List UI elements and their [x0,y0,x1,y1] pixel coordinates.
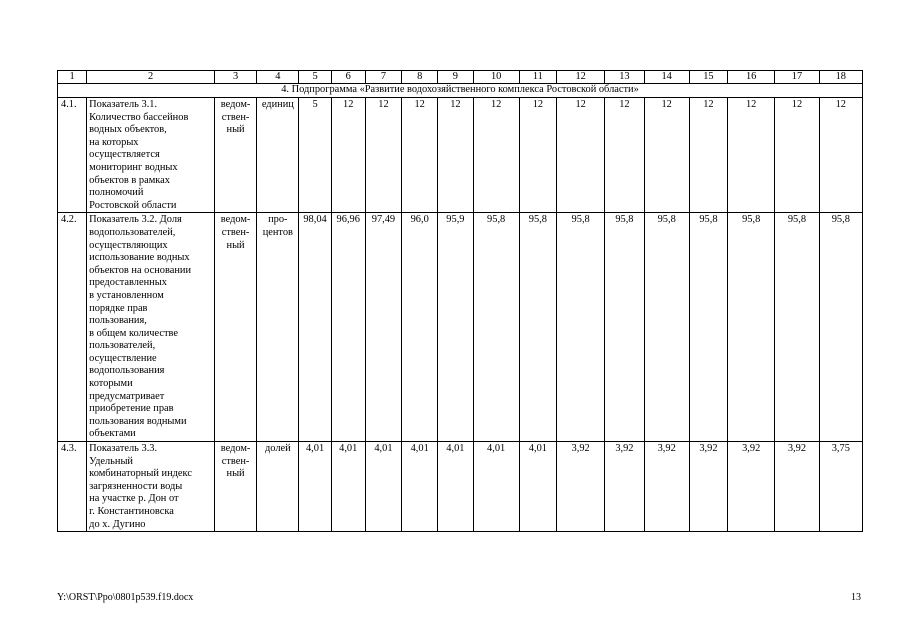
value-cell: 4,01 [402,442,438,532]
value-cell: 3,92 [557,442,605,532]
row-number: 4.1. [58,98,87,213]
value-cell: 3,92 [605,442,644,532]
value-cell: 12 [728,98,775,213]
value-cell: 12 [557,98,605,213]
value-cell: 96,96 [331,213,365,442]
indicator-name: Показатель 3.1. Количество бассейнов водных объектов, на которых осуществляется мониторинг водных объектов в рамках полномочий Ростовской области [87,98,215,213]
subprogram-row [58,84,863,98]
value-cell: 3,92 [775,442,819,532]
header-cell: 3 [214,71,256,84]
value-cell: 95,8 [644,213,689,442]
indicator-name: Показатель 3.3. Удельный комбинаторный индекс загрязненности воды на участке р. Дон от г. Константиновска до х. Дугино [87,442,215,532]
value-cell: 12 [689,98,727,213]
table-row [58,213,863,442]
indicator-name: Показатель 3.2. Доля водопользователей, осуществляющих использование водных объектов на основании предоставленных в установленном порядке прав пользования, в общем количестве пользователей, осуществление водопользования которыми предусматривает приобретение прав пользования водными объектами [87,213,215,442]
header-cell: 9 [438,71,473,84]
header-cell: 18 [819,71,862,84]
subprogram-title: 4. Подпрограмма «Развитие водохозяйственного комплекса Ростовской области» [58,84,863,98]
value-cell: 5 [299,98,331,213]
header-cell: 1 [58,71,87,84]
header-cell: 10 [473,71,519,84]
header-cell: 15 [689,71,727,84]
value-cell: 12 [402,98,438,213]
value-cell: 3,92 [728,442,775,532]
value-cell: 4,01 [331,442,365,532]
value-cell: 12 [605,98,644,213]
table-row [58,98,863,213]
page-number: 13 [851,592,861,603]
header-cell: 8 [402,71,438,84]
value-cell: 95,8 [519,213,556,442]
value-cell: 12 [775,98,819,213]
header-cell: 17 [775,71,819,84]
value-cell: 95,8 [605,213,644,442]
value-cell: 95,8 [473,213,519,442]
header-cell: 4 [257,71,299,84]
value-cell: 12 [438,98,473,213]
value-cell: 96,0 [402,213,438,442]
header-cell: 5 [299,71,331,84]
header-cell: 13 [605,71,644,84]
indicator-type: ведом- ствен- ный [214,442,256,532]
value-cell: 12 [819,98,862,213]
value-cell: 4,01 [365,442,401,532]
value-cell: 95,8 [557,213,605,442]
value-cell: 12 [644,98,689,213]
indicator-unit: про- центов [257,213,299,442]
value-cell: 4,01 [473,442,519,532]
header-cell: 7 [365,71,401,84]
indicator-unit: долей [257,442,299,532]
value-cell: 97,49 [365,213,401,442]
header-cell: 2 [87,71,215,84]
value-cell: 4,01 [299,442,331,532]
indicator-unit: единиц [257,98,299,213]
file-path: Y:\ORST\Ppo\0801p539.f19.docx [57,592,194,603]
table-row [58,442,863,532]
value-cell: 95,8 [728,213,775,442]
value-cell: 12 [331,98,365,213]
value-cell: 95,8 [775,213,819,442]
indicator-type: ведом- ствен- ный [214,213,256,442]
value-cell: 95,8 [689,213,727,442]
indicators-table [57,70,863,532]
value-cell: 4,01 [438,442,473,532]
value-cell: 12 [519,98,556,213]
header-cell: 6 [331,71,365,84]
header-cell: 11 [519,71,556,84]
value-cell: 3,92 [644,442,689,532]
table-header-row [58,71,863,84]
value-cell: 98,04 [299,213,331,442]
header-cell: 12 [557,71,605,84]
value-cell: 12 [365,98,401,213]
row-number: 4.3. [58,442,87,532]
header-cell: 16 [728,71,775,84]
value-cell: 95,9 [438,213,473,442]
row-number: 4.2. [58,213,87,442]
value-cell: 4,01 [519,442,556,532]
indicator-type: ведом- ствен- ный [214,98,256,213]
value-cell: 3,92 [689,442,727,532]
value-cell: 95,8 [819,213,862,442]
value-cell: 12 [473,98,519,213]
value-cell: 3,75 [819,442,862,532]
header-cell: 14 [644,71,689,84]
